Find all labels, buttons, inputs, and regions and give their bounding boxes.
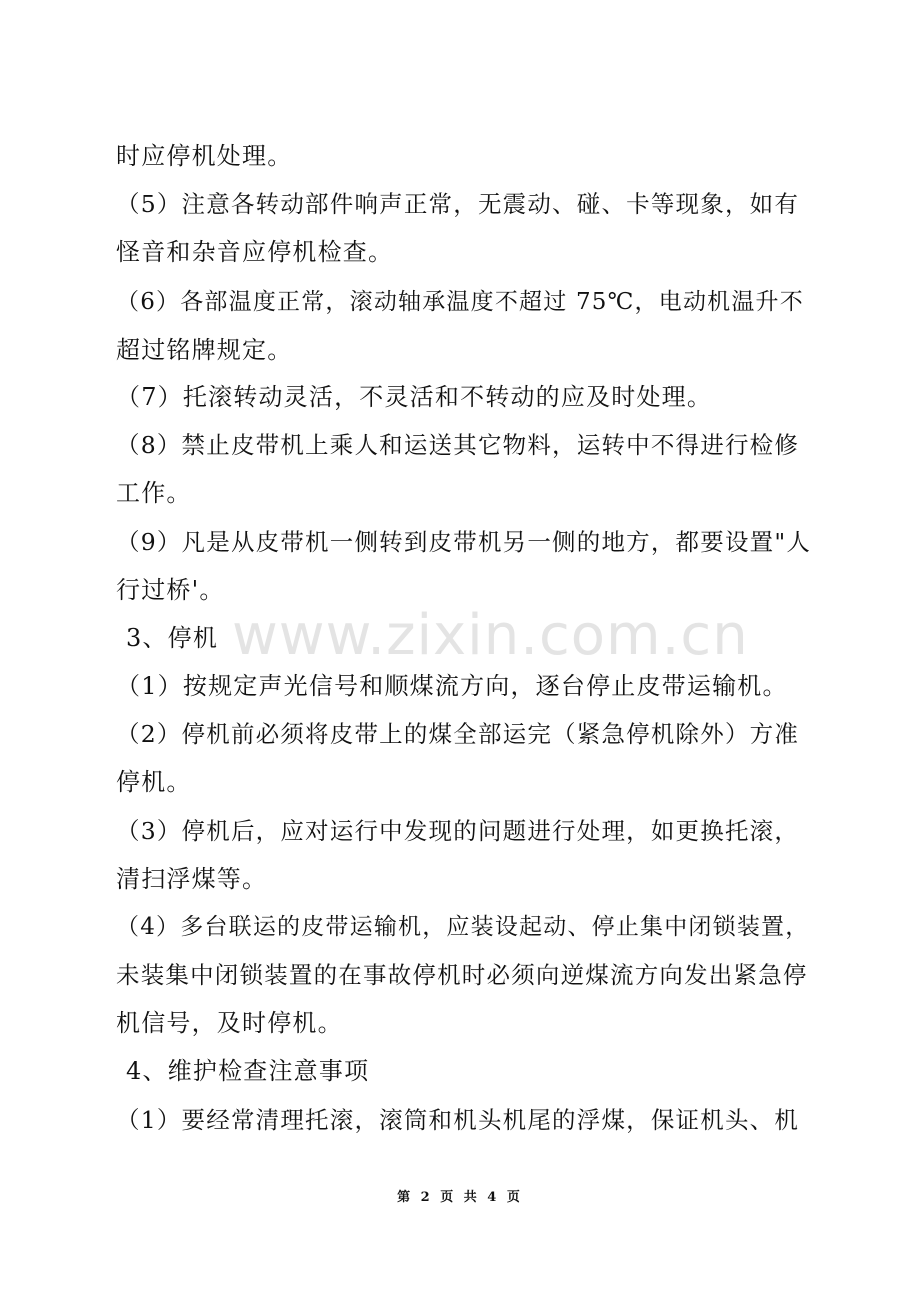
text-line: 时应停机处理。 bbox=[116, 142, 293, 170]
text-line: 工作。 bbox=[116, 479, 192, 507]
text-line: （3）停机后，应对运行中发现的问题进行处理，如更换托滚， bbox=[116, 817, 800, 845]
text-line: （4）多台联运的皮带运输机，应装设起动、停止集中闭锁装置， bbox=[116, 914, 810, 940]
text-line: 机信号，及时停机。 bbox=[116, 1009, 343, 1037]
text-line: 超过铭牌规定。 bbox=[116, 336, 293, 364]
text-line: （9）凡是从皮带机一侧转到皮带机另一侧的地方，都要设置"人 bbox=[116, 528, 812, 556]
section-heading: 4、维护检查注意事项 bbox=[126, 1057, 370, 1085]
text-line: （1）要经常清理托滚，滚筒和机头机尾的浮煤，保证机头、机 bbox=[116, 1106, 800, 1134]
text-line: （5）注意各转动部件响声正常，无震动、碰、卡等现象，如有 bbox=[116, 190, 800, 218]
text-line: 未装集中闭锁装置的在事故停机时必须向逆煤流方向发出紧急停 bbox=[116, 961, 808, 989]
text-line: 怪音和杂音应停机检查。 bbox=[116, 238, 394, 266]
text-line: （1）按规定声光信号和顺煤流方向，逐台停止皮带运输机。 bbox=[116, 672, 788, 700]
text-line: （7）托滚转动灵活，不灵活和不转动的应及时处理。 bbox=[116, 383, 713, 411]
watermark: www.zixin.com.cn bbox=[232, 603, 749, 668]
text-line: （6）各部温度正常，滚动轴承温度不超过 75℃，电动机温升不 bbox=[116, 289, 804, 315]
text-line: （2）停机前必须将皮带上的煤全部运完（紧急停机除外）方准 bbox=[116, 720, 800, 748]
text-line: （8）禁止皮带机上乘人和运送其它物料，运转中不得进行检修 bbox=[116, 431, 800, 459]
section-heading: 3、停机 bbox=[126, 624, 219, 652]
page-footer: 第 2 页 共 4 页 bbox=[397, 1190, 523, 1205]
text-line: 行过桥'。 bbox=[116, 576, 225, 604]
text-line: 清扫浮煤等。 bbox=[116, 865, 268, 893]
text-line: 停机。 bbox=[116, 768, 192, 796]
